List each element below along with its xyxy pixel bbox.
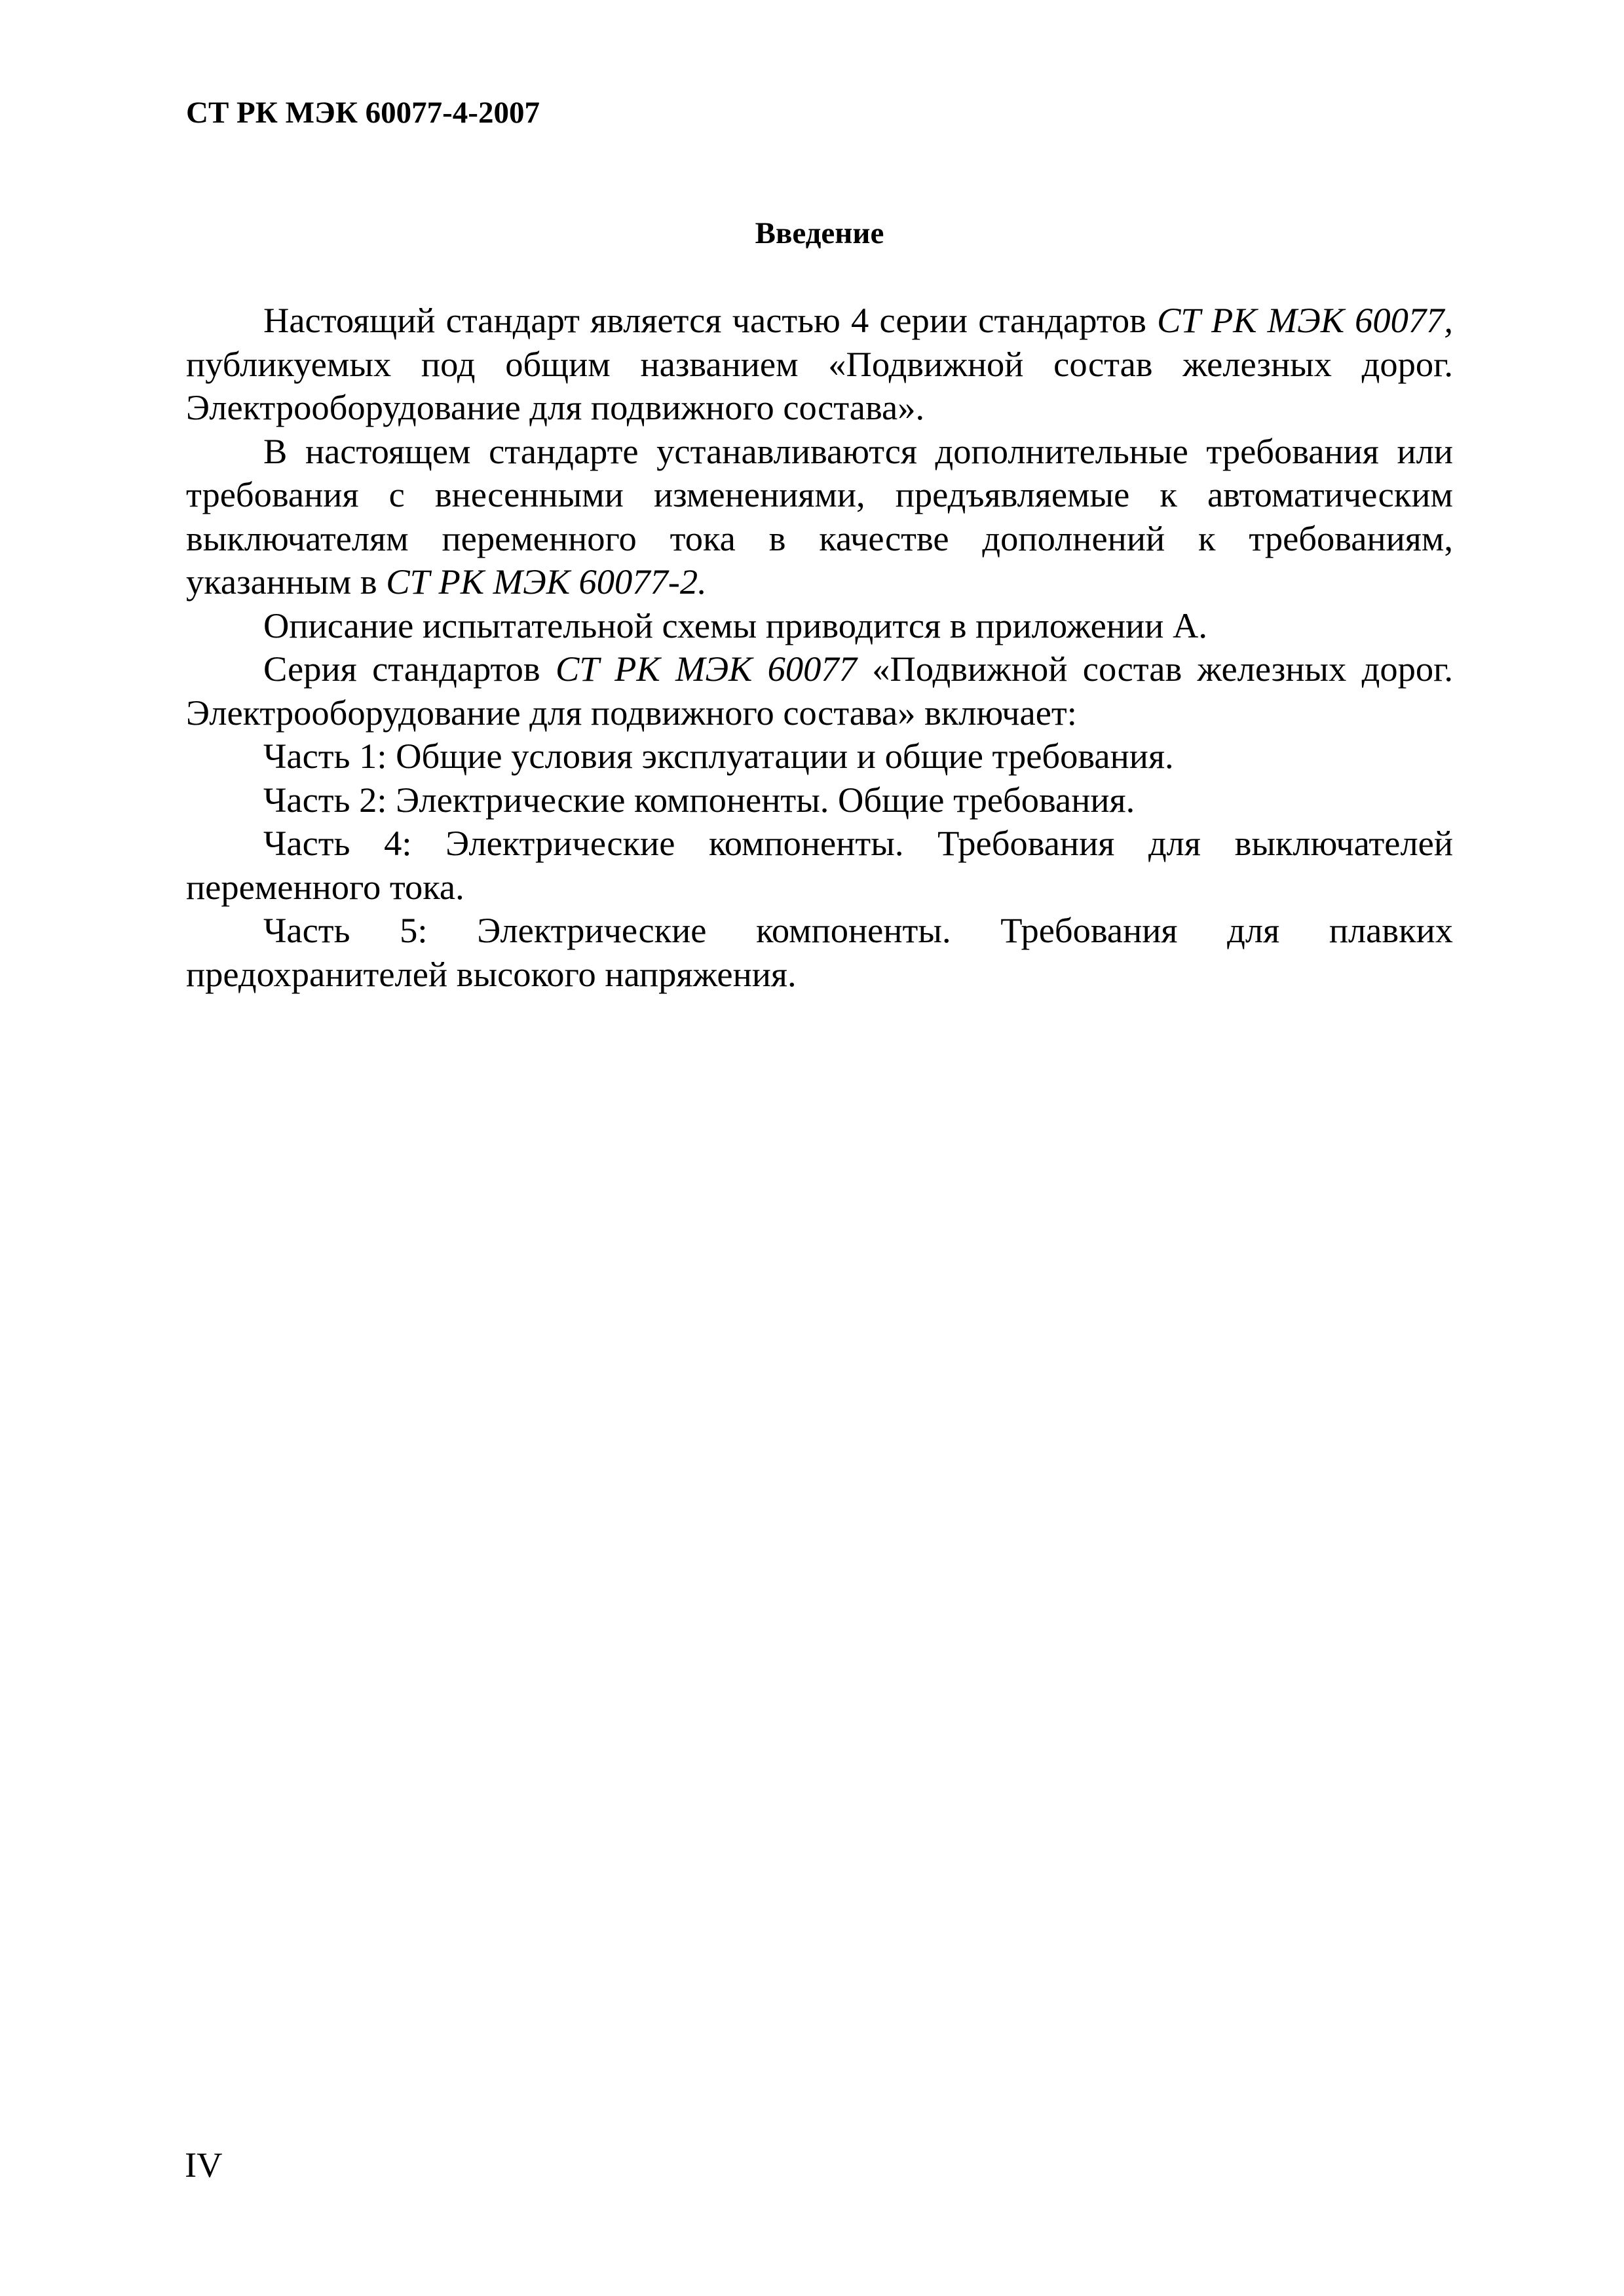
page-number: IV — [185, 2145, 223, 2185]
paragraph-text: Настоящий стандарт является частью 4 серии стандартов — [263, 300, 1158, 340]
section-title: Введение — [755, 216, 884, 250]
part-list-item: Часть 1: Общие условия эксплуатации и общие требования. — [263, 736, 1174, 776]
paragraph-text: Серия стандартов — [263, 649, 556, 689]
paragraph-text: «Подвижной состав железных дорог. Электрооборудование для подвижного состава» включает: — [186, 649, 1453, 733]
paragraph-requirements — [186, 430, 1453, 604]
document-code-header: СТ РК МЭК 60077-4-2007 — [186, 96, 540, 130]
standard-reference: СТ РК МЭК 60077, — [1157, 300, 1454, 340]
paragraph-series-list-intro — [186, 647, 1453, 735]
body-text — [186, 299, 1453, 996]
part-list-item: Часть 5: Электрические компоненты. Требования для плавких предохранителей высокого напряжения. — [186, 910, 1453, 994]
paragraph-test-circuit: Описание испытательной схемы приводится в приложении А. — [263, 605, 1207, 645]
part-list-item: Часть 2: Электрические компоненты. Общие требования. — [263, 779, 1135, 820]
standard-reference: СТ РК МЭК 60077 — [556, 649, 857, 689]
paragraph-text: публикуемых под общим названием «Подвижной состав железных дорог. Электрооборудование для подвижного состава». — [186, 343, 1453, 427]
paragraph-text: В настоящем стандарте устанавливаются дополнительные требования или требования с внесенными изменениями, предъявляемые к автоматическим выключателям переменного тока в качестве дополнений к требованиям, указанным в — [186, 430, 1453, 602]
standard-reference: СТ РК МЭК 60077-2. — [386, 562, 707, 602]
paragraph-series-intro — [186, 299, 1453, 430]
part-list-item: Часть 4: Электрические компоненты. Требования для выключателей переменного тока. — [186, 823, 1453, 907]
